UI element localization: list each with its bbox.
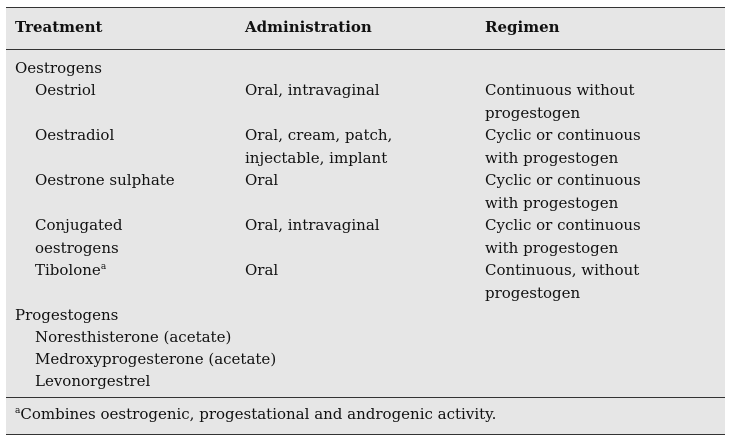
regimen-cell: Cyclic or continuous with progestogen (485, 126, 641, 167)
treatment-cell: Levonorgestrel (35, 372, 151, 390)
treatment-cell: Oestriol (35, 81, 96, 99)
treatment-cell: Medroxyprogesterone (acetate) (35, 350, 277, 368)
administration-cell: Oral, intravaginal (245, 216, 380, 234)
footnote-marker: a (100, 262, 107, 272)
footnote-text: Combines oestrogenic, progestational and androgenic activity. (20, 405, 497, 423)
hrt-table (6, 7, 725, 435)
treatment-cell: Conjugated oestrogens (35, 216, 123, 257)
treatment-text: Tibolone (35, 261, 101, 279)
section-title-progestogens: Progestogens (15, 306, 119, 324)
footnote-divider (6, 397, 725, 398)
treatment-cell: Oestradiol (35, 126, 115, 144)
administration-cell: Oral (245, 261, 279, 279)
administration-cell: Oral, intravaginal (245, 81, 380, 99)
treatment-cell (35, 259, 106, 282)
treatment-cell: Oestrone sulphate (35, 171, 175, 189)
treatment-cell: Noresthisterone (acetate) (35, 328, 232, 346)
header-regimen: Regimen (485, 18, 560, 36)
administration-cell: Oral, cream, patch, injectable, implant (245, 126, 393, 167)
footnote (15, 404, 496, 424)
regimen-cell: Continuous without progestogen (485, 81, 635, 122)
footnote-marker: a (15, 406, 21, 416)
section-title-oestrogens: Oestrogens (15, 59, 102, 77)
header-treatment: Treatment (15, 18, 103, 36)
administration-cell: Oral (245, 171, 279, 189)
table-header (6, 8, 725, 50)
header-administration: Administration (245, 18, 372, 36)
regimen-cell: Continuous, without progestogen (485, 261, 640, 302)
regimen-cell: Cyclic or continuous with progestogen (485, 171, 641, 212)
regimen-cell: Cyclic or continuous with progestogen (485, 216, 641, 257)
